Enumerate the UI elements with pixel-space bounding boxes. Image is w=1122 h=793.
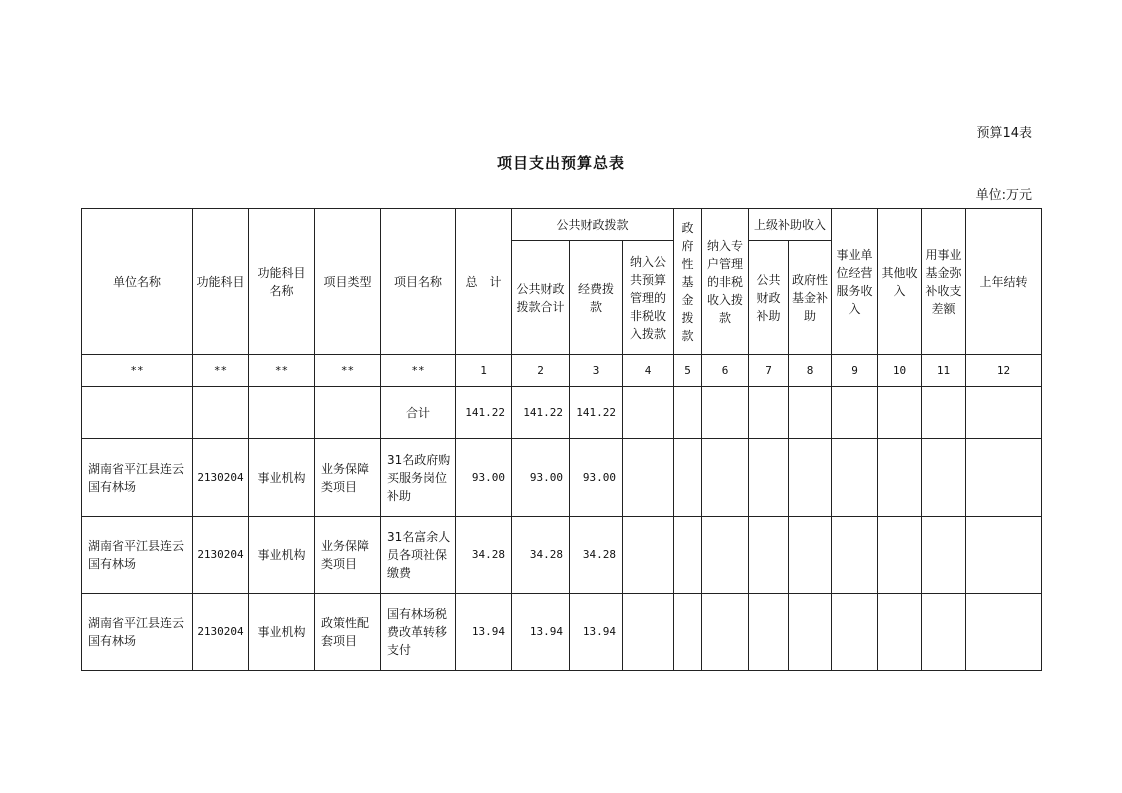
- type-cell: 业务保障类项目: [315, 517, 381, 594]
- index-cell: 6: [702, 355, 749, 387]
- project-name-cell: 国有林场税费改革转移支付: [381, 594, 456, 671]
- index-cell: 11: [922, 355, 966, 387]
- table-row: [82, 439, 1042, 517]
- pf-subtotal-cell: 13.94: [512, 594, 570, 671]
- index-cell: **: [82, 355, 193, 387]
- code-cell: 2130204: [193, 439, 249, 517]
- total-pf-subtotal: 141.22: [512, 387, 570, 439]
- header-sub-gov-fund: 政府性基金补助: [789, 241, 832, 355]
- total-value: 141.22: [456, 387, 512, 439]
- header-project-name: 项目名称: [381, 209, 456, 355]
- budget-table: [81, 208, 1042, 671]
- total-cell: 13.94: [456, 594, 512, 671]
- pf-operating-cell: 13.94: [570, 594, 623, 671]
- header-func-name: 功能科目名称: [249, 209, 315, 355]
- pf-operating-cell: 93.00: [570, 439, 623, 517]
- total-cell: 93.00: [456, 439, 512, 517]
- index-cell: 12: [966, 355, 1042, 387]
- header-unit-name: 单位名称: [82, 209, 193, 355]
- header-special-nontax: 纳入专户管理的非税收入拨款: [702, 209, 749, 355]
- header-gov-fund: 政府性基金拨款: [674, 209, 702, 355]
- index-cell: 5: [674, 355, 702, 387]
- header-business-income: 事业单位经营服务收入: [832, 209, 878, 355]
- pf-subtotal-cell: 34.28: [512, 517, 570, 594]
- header-superior-subsidy: 上级补助收入: [749, 209, 832, 241]
- header-pf-subtotal: 公共财政拨款合计: [512, 241, 570, 355]
- header-other-income: 其他收入: [878, 209, 922, 355]
- header-public-finance: 公共财政拨款: [512, 209, 674, 241]
- table-row: [82, 517, 1042, 594]
- page-title: 项目支出预算总表: [496, 154, 625, 172]
- index-cell: 4: [623, 355, 674, 387]
- header-pf-operating: 经费拨款: [570, 241, 623, 355]
- header-project-type: 项目类型: [315, 209, 381, 355]
- index-cell: **: [315, 355, 381, 387]
- unit-cell: 湖南省平江县连云国有林场: [82, 517, 193, 594]
- total-row: [82, 387, 1042, 439]
- index-cell: **: [193, 355, 249, 387]
- index-cell: 8: [789, 355, 832, 387]
- index-cell: **: [381, 355, 456, 387]
- func-name-cell: 事业机构: [249, 439, 315, 517]
- header-sub-public: 公共财政补助: [749, 241, 789, 355]
- index-cell: 10: [878, 355, 922, 387]
- index-cell: 3: [570, 355, 623, 387]
- total-cell: 34.28: [456, 517, 512, 594]
- index-row: [82, 355, 1042, 387]
- table-number: 预算14表: [976, 126, 1032, 141]
- code-cell: 2130204: [193, 594, 249, 671]
- unit-cell: 湖南省平江县连云国有林场: [82, 439, 193, 517]
- header-fund-offset: 用事业基金弥补收支差额: [922, 209, 966, 355]
- table-row: [82, 594, 1042, 671]
- func-name-cell: 事业机构: [249, 594, 315, 671]
- pf-subtotal-cell: 93.00: [512, 439, 570, 517]
- index-cell: 9: [832, 355, 878, 387]
- pf-operating-cell: 34.28: [570, 517, 623, 594]
- total-pf-operating: 141.22: [570, 387, 623, 439]
- type-cell: 政策性配套项目: [315, 594, 381, 671]
- header-pf-nontax: 纳入公共预算管理的非税收入拨款: [623, 241, 674, 355]
- header-total: 总 计: [456, 209, 512, 355]
- header-func-code: 功能科目: [193, 209, 249, 355]
- index-cell: 2: [512, 355, 570, 387]
- unit-cell: 湖南省平江县连云国有林场: [82, 594, 193, 671]
- index-cell: 1: [456, 355, 512, 387]
- type-cell: 业务保障类项目: [315, 439, 381, 517]
- unit-label: 单位:万元: [975, 188, 1032, 203]
- code-cell: 2130204: [193, 517, 249, 594]
- index-cell: 7: [749, 355, 789, 387]
- header-carryover: 上年结转: [966, 209, 1042, 355]
- total-label: 合计: [381, 387, 456, 439]
- project-name-cell: 31名政府购买服务岗位补助: [381, 439, 456, 517]
- index-cell: **: [249, 355, 315, 387]
- func-name-cell: 事业机构: [249, 517, 315, 594]
- project-name-cell: 31名富余人员各项社保缴费: [381, 517, 456, 594]
